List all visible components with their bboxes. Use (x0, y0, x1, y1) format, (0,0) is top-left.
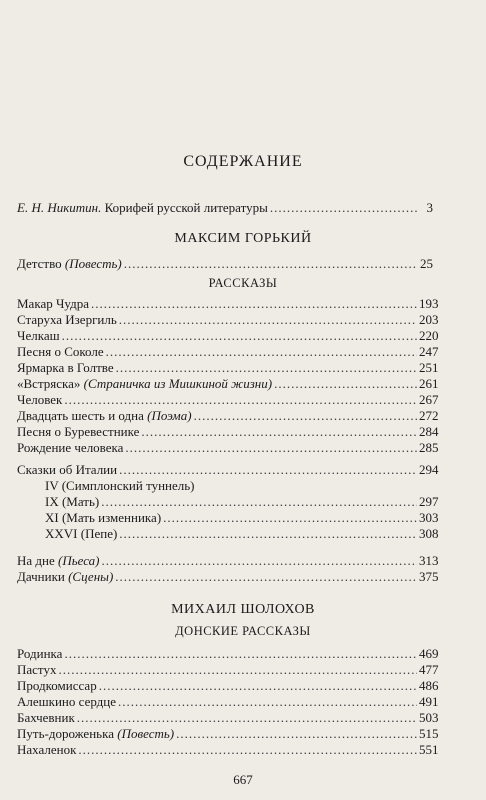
subsection-heading-don-stories: ДОНСКИЕ РАССКАЗЫ (175, 624, 311, 638)
toc-entry (17, 295, 439, 312)
leader-dots (115, 568, 417, 585)
page-number: 285 (419, 440, 439, 455)
page-number: 247 (419, 344, 439, 359)
toc-entry-detstvo (17, 255, 433, 272)
page-number: 261 (419, 376, 439, 391)
page-number: 469 (419, 646, 439, 661)
toc-entry (17, 423, 439, 440)
page-number: 486 (419, 678, 439, 693)
entry-title: IV (Симплонский туннель) (45, 478, 195, 493)
toc-subentry (17, 477, 433, 494)
page-number: 303 (419, 510, 439, 525)
entry-title: Бахчевник (17, 710, 75, 725)
leader-dots (274, 375, 417, 392)
entry-note: (Поэма) (147, 408, 192, 423)
toc-entry (17, 359, 439, 376)
toc-entry-italy (17, 461, 439, 478)
page-number: 203 (419, 312, 439, 327)
page-number: 267 (419, 392, 439, 407)
leader-dots (64, 391, 417, 408)
page-number: 477 (419, 662, 439, 677)
page-number: 551 (419, 742, 439, 757)
toc-entry (17, 375, 439, 392)
entry-title: Челкаш (17, 328, 60, 343)
entry-title: Дачники (17, 569, 65, 584)
toc-entry (17, 407, 439, 424)
entry-title: Продкомиссар (17, 678, 97, 693)
leader-dots (116, 359, 417, 376)
toc-entry (17, 552, 439, 569)
page-number: 503 (419, 710, 439, 725)
leader-dots (141, 423, 417, 440)
leader-dots (64, 645, 417, 662)
entry-title: Человек (17, 392, 63, 407)
entry-title: «Встряска» (17, 376, 81, 391)
page-title: СОДЕРЖАНИЕ (183, 153, 303, 170)
entry-title: XI (Мать изменника) (45, 510, 162, 525)
entry-title: Нахаленок (17, 742, 77, 757)
entry-title: Ярмарка в Голтве (17, 360, 114, 375)
page-number: 297 (419, 494, 439, 509)
page-number: 515 (419, 726, 439, 741)
page-number: 25 (420, 256, 433, 271)
toc-entry (17, 693, 439, 710)
toc-entry (17, 439, 439, 456)
entry-title: Пастух (17, 662, 57, 677)
leader-dots (78, 741, 417, 758)
page-number: 491 (419, 694, 439, 709)
entry-title: Детство (17, 256, 62, 271)
page-number: 375 (419, 569, 439, 584)
entry-note: (Повесть) (64, 256, 122, 271)
toc-subentry (17, 509, 439, 526)
toc-subentry (17, 493, 439, 510)
leader-dots (125, 439, 417, 456)
toc-subentry (17, 525, 439, 542)
toc-entry (17, 343, 439, 360)
leader-dots (119, 311, 417, 328)
leader-dots (194, 407, 417, 424)
page-number: 308 (419, 526, 439, 541)
leader-dots (101, 493, 417, 510)
entry-title: Родинка (17, 646, 63, 661)
entry-note: (Пьеса) (58, 553, 100, 568)
leader-dots (91, 295, 417, 312)
leader-dots (124, 255, 417, 272)
intro-author: Е. Н. Никитин. (17, 200, 102, 215)
entry-title: Двадцать шесть и одна (17, 408, 144, 423)
toc-entry (17, 677, 439, 694)
entry-title: XXVI (Пепе) (45, 526, 118, 541)
leader-dots (58, 661, 417, 678)
toc-entry (17, 645, 439, 662)
section-heading-gorky: МАКСИМ ГОРЬКИЙ (174, 231, 312, 246)
leader-dots (119, 461, 417, 478)
toc-entry (17, 568, 439, 585)
entry-title: Сказки об Италии (17, 462, 118, 477)
toc-entry (17, 725, 439, 742)
subsection-heading-stories: РАССКАЗЫ (208, 276, 278, 290)
page-number: 272 (419, 408, 439, 423)
leader-dots (119, 525, 417, 542)
page-number: 3 (426, 200, 433, 215)
entry-title: Песня о Соколе (17, 344, 104, 359)
leader-dots (118, 693, 417, 710)
leader-dots (270, 199, 417, 216)
page-number: 294 (419, 462, 439, 477)
entry-note: (Повесть) (117, 726, 175, 741)
toc-entry (17, 327, 439, 344)
leader-dots (62, 327, 417, 344)
toc-entry (17, 391, 439, 408)
leader-dots (102, 552, 418, 569)
entry-title: Алешкино сердце (17, 694, 117, 709)
page-number: 284 (419, 424, 439, 439)
toc-entry (17, 311, 439, 328)
entry-title: Рождение человека (17, 440, 124, 455)
section-heading-sholokhov: МИХАИЛ ШОЛОХОВ (171, 602, 315, 617)
page-number: 220 (419, 328, 439, 343)
page-folio: 667 (233, 772, 253, 787)
entry-title: Старуха Изергиль (17, 312, 117, 327)
entry-note: (Страничка из Мишкиной жизни) (83, 376, 273, 391)
page-number: 313 (419, 553, 439, 568)
entry-note: (Сцены) (68, 569, 114, 584)
entry-title: Песня о Буревестнике (17, 424, 140, 439)
entry-title: Макар Чудра (17, 296, 89, 311)
entry-title: На дне (17, 553, 55, 568)
leader-dots (77, 709, 417, 726)
entry-title: Путь-дороженька (17, 726, 114, 741)
toc-entry (17, 741, 439, 758)
leader-dots (106, 343, 417, 360)
page-number: 193 (419, 296, 439, 311)
intro-title: Корифей русской литературы (104, 200, 268, 215)
toc-entry (17, 709, 439, 726)
page-number: 251 (419, 360, 439, 375)
leader-dots (99, 677, 417, 694)
leader-dots (176, 725, 417, 742)
toc-entry-intro (17, 199, 433, 216)
entry-title: IX (Мать) (45, 494, 100, 509)
leader-dots (163, 509, 417, 526)
toc-entry (17, 661, 439, 678)
